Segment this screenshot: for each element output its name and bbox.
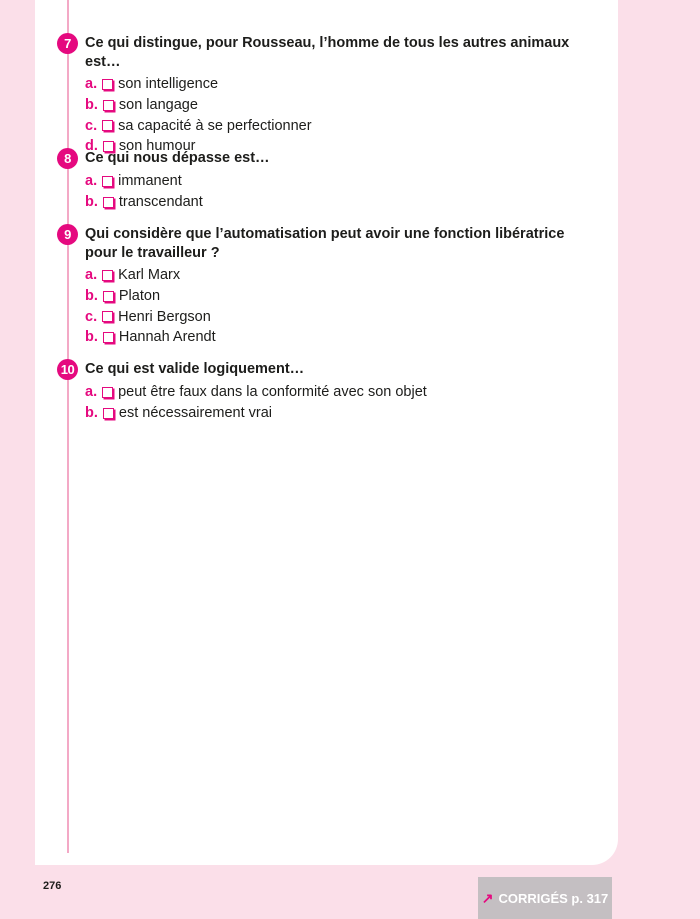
option-text: sa capacité à se perfectionner xyxy=(118,117,312,134)
question-number-badge: 7 xyxy=(57,33,78,54)
options-list xyxy=(85,74,597,157)
option-letter: a. xyxy=(85,173,98,190)
option-text: immanent xyxy=(118,173,182,190)
checkbox-icon[interactable] xyxy=(103,332,114,343)
option-letter: c. xyxy=(85,117,98,134)
option-b[interactable] xyxy=(85,403,597,424)
checkbox-icon[interactable] xyxy=(102,387,113,398)
option-letter: a. xyxy=(85,76,98,93)
option-letter: b. xyxy=(85,97,98,114)
question-number-badge: 10 xyxy=(57,359,78,380)
option-letter: a. xyxy=(85,267,98,284)
option-text: peut être faux dans la conformité avec son objet xyxy=(118,384,427,401)
question-9 xyxy=(57,225,597,348)
option-letter: b. xyxy=(85,194,98,211)
checkbox-icon[interactable] xyxy=(102,270,113,281)
checkbox-icon[interactable] xyxy=(102,120,113,131)
question-7 xyxy=(57,34,597,157)
checkbox-icon[interactable] xyxy=(103,100,114,111)
checkbox-icon[interactable] xyxy=(103,197,114,208)
option-text: son humour xyxy=(118,138,196,155)
option-letter: a. xyxy=(85,384,98,401)
option-letter: b. xyxy=(85,405,98,422)
option-letter: c. xyxy=(85,308,98,325)
option-text: Henri Bergson xyxy=(118,308,211,325)
page-number: 276 xyxy=(43,880,62,892)
options-list xyxy=(85,382,597,423)
question-text: Ce qui est valide logiquement… xyxy=(85,361,305,377)
question-number-badge: 9 xyxy=(57,224,78,245)
arrow-up-right-icon: ↗ xyxy=(481,889,494,906)
option-a[interactable] xyxy=(85,265,597,286)
question-10 xyxy=(57,360,597,423)
checkbox-icon[interactable] xyxy=(103,291,114,302)
option-b[interactable] xyxy=(85,95,597,116)
option-a[interactable] xyxy=(85,171,597,192)
corriges-label: CORRIGÉS p. 317 xyxy=(498,890,609,906)
question-text: Ce qui nous dépasse est… xyxy=(85,150,270,166)
option-letter: b. xyxy=(85,329,98,346)
option-text: Hannah Arendt xyxy=(118,329,216,346)
option-c[interactable] xyxy=(85,306,597,327)
question-text: Ce qui distingue, pour Rousseau, l’homme de tous les autres animaux est… xyxy=(85,35,570,70)
option-d[interactable] xyxy=(85,327,597,348)
option-b[interactable] xyxy=(85,286,597,307)
option-a[interactable] xyxy=(85,382,597,403)
option-a[interactable] xyxy=(85,74,597,95)
question-text: Qui considère que l’automatisation peut avoir une fonction libératrice pour le travailleur ? xyxy=(85,226,565,261)
option-text: son intelligence xyxy=(118,76,219,93)
corriges-link[interactable] xyxy=(478,877,612,919)
checkbox-icon[interactable] xyxy=(103,408,114,419)
question-number-badge: 8 xyxy=(57,148,78,169)
option-letter: d. xyxy=(85,138,98,155)
option-c[interactable] xyxy=(85,115,597,136)
option-text: transcendant xyxy=(118,194,203,211)
option-text: Platon xyxy=(118,288,161,305)
checkbox-icon[interactable] xyxy=(102,79,113,90)
option-b[interactable] xyxy=(85,192,597,213)
options-list xyxy=(85,171,597,212)
option-letter: b. xyxy=(85,288,98,305)
option-text: son langage xyxy=(118,97,198,114)
options-list xyxy=(85,265,597,348)
option-text: Karl Marx xyxy=(118,267,181,284)
option-text: est nécessairement vrai xyxy=(118,405,273,422)
checkbox-icon[interactable] xyxy=(102,311,113,322)
checkbox-icon[interactable] xyxy=(102,176,113,187)
question-8 xyxy=(57,149,597,212)
